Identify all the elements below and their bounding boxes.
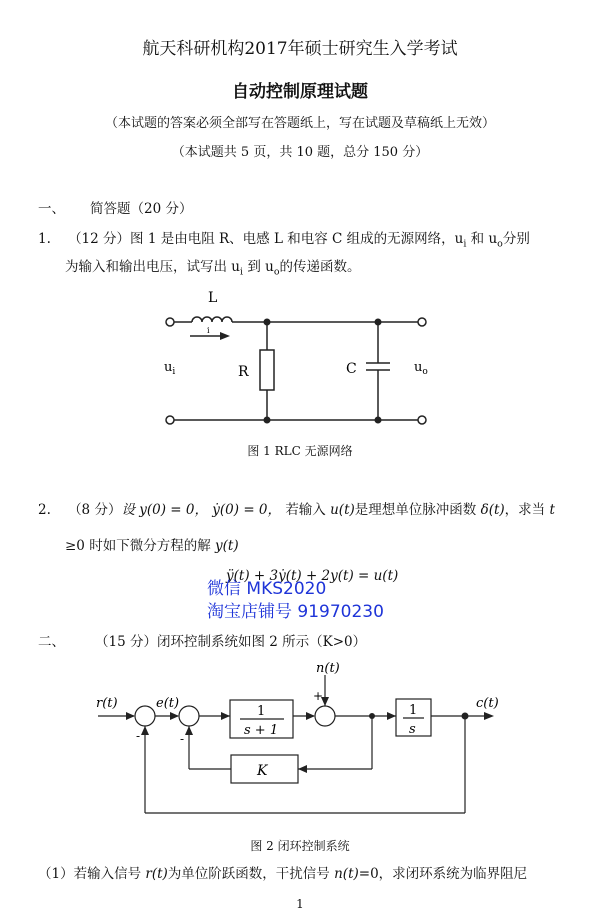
q1-text-line-2: 为输入和输出电压，试写出 $u_i$ 到 $u_o$的传递函数。 — [65, 259, 361, 278]
block-1-numerator: 1 — [257, 704, 266, 719]
summing-junction-2 — [179, 706, 199, 726]
block-2-numerator: 1 — [409, 703, 418, 718]
resistor — [260, 350, 274, 390]
figure-1-caption: 图 1 RLC 无源网络 — [247, 444, 353, 458]
section-2-text: （15 分）闭环控制系统如图 2 所示（K>0） — [95, 634, 367, 650]
q1-number: 1. — [38, 231, 51, 247]
junction-dot — [462, 713, 469, 720]
current-arrow — [220, 332, 230, 340]
inductor — [192, 317, 232, 322]
q1-text-line-1: 1. （12 分）图 1 是由电阻 R、电感 L 和电容 C 组成的无源网络，$u_i$ 和 $u_o$分别 — [38, 231, 530, 250]
junction-dot — [375, 319, 382, 326]
watermark-wechat: 微信 MKS2020 — [207, 579, 327, 599]
q1-points: （12 分） — [68, 231, 131, 247]
label-L: L — [208, 290, 218, 306]
output-terminal-bottom — [418, 416, 426, 424]
page-number: 1 — [296, 897, 304, 911]
input-terminal-bottom — [166, 416, 174, 424]
block-K-label: K — [257, 763, 268, 779]
label-minus-inner: - — [180, 732, 185, 746]
summing-junction-3 — [315, 706, 335, 726]
figure-2-caption: 图 2 闭环控制系统 — [250, 839, 350, 853]
section-2-number: 二、 — [38, 634, 65, 650]
exam-title: 航天科研机构2017年硕士研究生入学考试 — [142, 39, 458, 59]
q2-number: 2. — [38, 502, 51, 518]
label-e-t: e(t) — [156, 696, 180, 711]
label-R: R — [238, 364, 249, 380]
output-terminal-top — [418, 318, 426, 326]
junction-dot — [369, 713, 375, 719]
subject-title: 自动控制原理试题 — [232, 82, 368, 102]
label-uo: $u_o$ — [414, 360, 428, 377]
label-r-t: r(t) — [96, 696, 118, 711]
label-plus: + — [313, 689, 324, 703]
label-i: i — [207, 326, 210, 335]
rlc-circuit-diagram — [0, 280, 600, 430]
label-C: C — [346, 361, 357, 377]
control-block-diagram — [0, 655, 600, 825]
sub-question-1: （1）若输入信号 r(t)为单位阶跃函数，干扰信号 n(t)=0，求闭环系统为临界阻尼 — [38, 866, 528, 882]
answer-instruction: （本试题的答案必须全部写在答题纸上，写在试题及草稿纸上无效） — [104, 116, 495, 131]
summing-junction-1 — [135, 706, 155, 726]
label-n-t: n(t) — [316, 661, 340, 676]
watermark-taobao: 淘宝店铺号 91970230 — [207, 602, 384, 622]
q2-text-line-1: 2. （8 分）设 y(0) = 0， ẏ(0) = 0， 若输入 u(t)是理想单位脉冲函数 δ(t)，求当 t — [38, 502, 555, 518]
junction-dot — [375, 417, 382, 424]
section-1-number: 一、 — [38, 201, 65, 217]
block-2-denominator: s — [409, 722, 416, 737]
label-c-t: c(t) — [476, 696, 499, 711]
exam-summary: （本试题共 5 页，共 10 题，总分 150 分） — [171, 145, 429, 160]
junction-dot — [264, 417, 271, 424]
label-ui: $u_i$ — [164, 360, 176, 377]
q2-equation: ÿ(t) + 3ẏ(t) + 2y(t) = u(t) — [226, 568, 399, 584]
q2-text-line-2: ≥0 时如下微分方程的解 y(t) — [65, 538, 239, 554]
block-1-denominator: s + 1 — [244, 723, 279, 738]
junction-dot — [264, 319, 271, 326]
section-1-title: 简答题（20 分） — [90, 201, 193, 217]
q2-points: （8 分） — [68, 502, 122, 518]
input-terminal-top — [166, 318, 174, 326]
label-minus-outer: - — [136, 729, 141, 743]
q1-text-a: 图 1 是由电阻 R、电感 L 和电容 C 组成的无源网络， — [130, 231, 455, 247]
